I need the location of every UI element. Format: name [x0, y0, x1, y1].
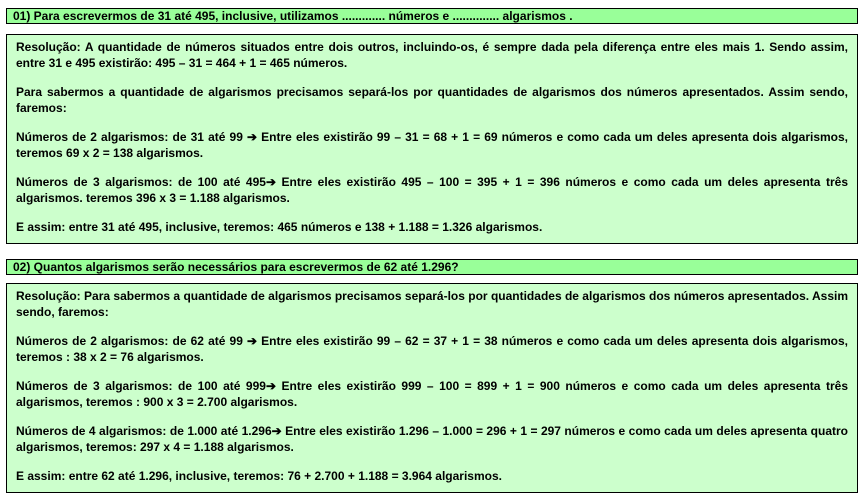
q1-paragraph-three-digit: Números de 3 algarismos: de 100 até 495➔ Entre eles existirão 495 – 100 = 395 + 1 = 396 números e como cada um deles apresenta três algarismos. teremos 396 x 3 = 1.188 algarismos. — [16, 175, 848, 205]
question-2-text: 02) Quantos algarismos serão necessários para escrevermos de 62 até 1.296? — [13, 260, 459, 274]
q1-paragraph-conclusion: E assim: entre 31 até 495, inclusive, teremos: 465 números e 138 + 1.188 = 1.326 algarismos. — [16, 220, 543, 234]
question-1-text: 01) Para escrevermos de 31 até 495, inclusive, utilizamos ............. números e .............. algarismos . — [13, 9, 573, 23]
question-2-resolution — [6, 283, 858, 493]
question-1-resolution — [6, 34, 858, 244]
q2-paragraph-two-digit: Números de 2 algarismos: de 62 até 99 ➔ Entre eles existirão 99 – 62 = 37 + 1 = 38 números e como cada um deles apresenta dois algarismos, teremos : 38 x 2 = 76 algarismos. — [16, 334, 848, 364]
q1-paragraph-two-digit: Números de 2 algarismos: de 31 até 99 ➔ Entre eles existirão 99 – 31 = 68 + 1 = 69 números e como cada um deles apresenta dois algarismos, teremos 69 x 2 = 138 algarismos. — [16, 130, 848, 160]
question-2-header — [6, 259, 858, 275]
q2-paragraph-three-digit: Números de 3 algarismos: de 100 até 999➔ Entre eles existirão 999 – 100 = 899 + 1 = 900 números e como cada um deles apresenta três algarismos, teremos : 900 x 3 = 2.700 algarismos. — [16, 379, 848, 409]
question-1-header — [6, 8, 858, 24]
q2-paragraph-method: Resolução: Para sabermos a quantidade de algarismos precisamos separá-los por quantidades de algarismos dos números apresentados. Assim sendo, faremos: — [16, 289, 848, 319]
q1-paragraph-method: Para sabermos a quantidade de algarismos precisamos separá-los por quantidades de algarismos dos números apresentados. Assim sendo, faremos: — [16, 85, 848, 115]
q1-paragraph-intro: Resolução: A quantidade de números situados entre dois outros, incluindo-os, é sempre dada pela diferença entre eles mais 1. Sendo assim, entre 31 e 495 existirão: 495 – 31 = 464 + 1 = 465 números. — [16, 40, 848, 70]
q2-paragraph-four-digit: Números de 4 algarismos: de 1.000 até 1.296➔ Entre eles existirão 1.296 – 1.000 = 296 + 1 = 297 números e como cada um deles apresenta quatro algarismos, teremos: 297 x 4 = 1.188 algarismos. — [16, 424, 848, 454]
q2-paragraph-conclusion: E assim: entre 62 até 1.296, inclusive, teremos: 76 + 2.700 + 1.188 = 3.964 algarismos. — [16, 469, 502, 483]
